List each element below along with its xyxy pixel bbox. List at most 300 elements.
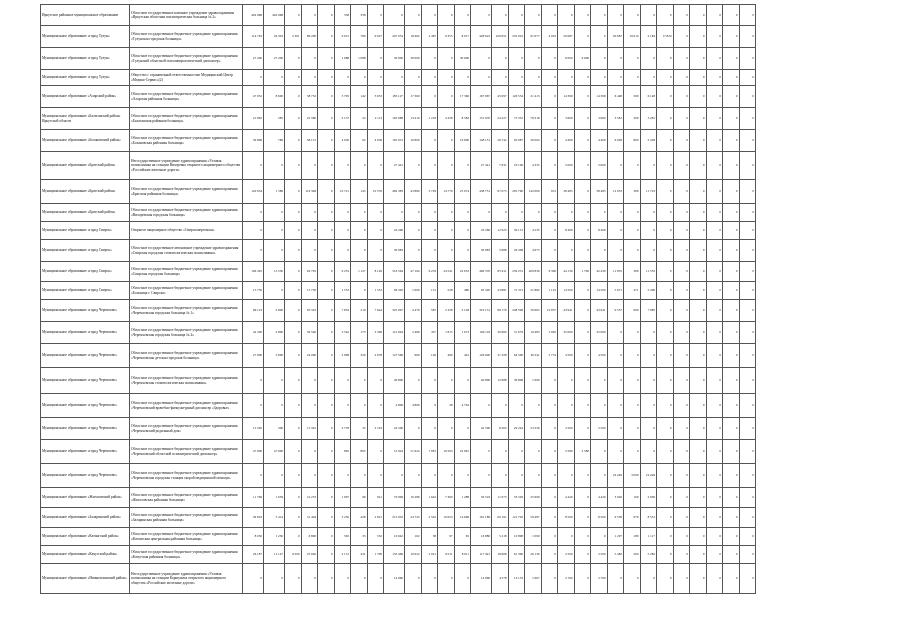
- value-cell: 0: [285, 488, 302, 508]
- value-cell: 0: [574, 204, 591, 222]
- value-cell: 59 487: [525, 508, 542, 528]
- value-cell: 0: [318, 546, 335, 564]
- value-cell: 469 370: [471, 262, 492, 282]
- value-cell: 2 113: [367, 108, 384, 130]
- value-cell: 0: [574, 418, 591, 440]
- value-cell: 93 087: [508, 130, 525, 152]
- value-cell: 0: [657, 262, 674, 282]
- value-cell: 8 551: [640, 508, 657, 528]
- value-cell: 2 890: [264, 322, 285, 344]
- value-cell: 921: [367, 488, 384, 508]
- value-cell: 3 281: [640, 108, 657, 130]
- value-cell: 0: [657, 418, 674, 440]
- value-cell: 0: [574, 152, 591, 180]
- value-cell: 300: [624, 86, 641, 108]
- value-cell: 0: [471, 440, 492, 464]
- value-cell: 30 983: [471, 240, 492, 262]
- value-cell: 0: [673, 300, 690, 322]
- table-row: [41, 488, 756, 508]
- value-cell: 0: [690, 26, 707, 48]
- value-cell: 31 404: [301, 508, 318, 528]
- value-cell: 0: [706, 546, 723, 564]
- value-cell: 8 126: [367, 262, 384, 282]
- value-cell: 0: [285, 180, 302, 204]
- value-cell: 73 352: [508, 108, 525, 130]
- value-cell: 59 665: [525, 300, 542, 322]
- municipality-cell: Муниципальное образование «город Тулун»: [41, 48, 130, 70]
- value-cell: 14 960: [384, 564, 405, 594]
- value-cell: 2 821: [367, 508, 384, 528]
- value-cell: 0: [657, 394, 674, 418]
- value-cell: 0: [640, 368, 657, 394]
- table-row: [41, 48, 756, 70]
- value-cell: 0: [723, 300, 740, 322]
- value-cell: 0: [367, 204, 384, 222]
- value-cell: 0: [492, 440, 509, 464]
- value-cell: 0: [574, 282, 591, 300]
- value-cell: 2 328: [438, 300, 455, 322]
- value-cell: 42 430: [591, 262, 608, 282]
- value-cell: 0: [285, 5, 302, 26]
- value-cell: 0: [471, 5, 492, 26]
- value-cell: 0: [624, 48, 641, 70]
- value-cell: 0: [384, 464, 405, 488]
- value-cell: 109 118: [471, 322, 492, 344]
- municipality-cell: Муниципальное образование «город Тулун»: [41, 26, 130, 48]
- value-cell: 0: [657, 70, 674, 86]
- value-cell: 0: [318, 152, 335, 180]
- value-cell: 26 303: [264, 26, 285, 48]
- value-cell: 0: [723, 368, 740, 394]
- value-cell: 27 441: [384, 152, 405, 180]
- value-cell: 431: [351, 546, 368, 564]
- value-cell: 142 000: [525, 180, 542, 204]
- value-cell: 0: [367, 222, 384, 240]
- value-cell: 0: [334, 464, 351, 488]
- value-cell: 0: [541, 464, 558, 488]
- value-cell: 1 090: [525, 528, 542, 546]
- value-cell: 180: [624, 528, 641, 546]
- value-cell: 0: [723, 152, 740, 180]
- value-cell: 0: [640, 5, 657, 26]
- value-cell: 5 228: [640, 130, 657, 152]
- value-cell: 0: [657, 528, 674, 546]
- value-cell: 800: [624, 130, 641, 152]
- value-cell: 4 762: [454, 394, 471, 418]
- value-cell: 23 881: [492, 282, 509, 300]
- value-cell: 0: [690, 322, 707, 344]
- value-cell: 0: [334, 222, 351, 240]
- value-cell: 24 000: [301, 344, 318, 368]
- value-cell: 0: [384, 5, 405, 26]
- value-cell: 10 922: [405, 546, 422, 564]
- value-cell: 20 687: [558, 26, 575, 48]
- value-cell: 0: [421, 152, 438, 180]
- value-cell: 62: [351, 130, 368, 152]
- value-cell: 12 033: [607, 180, 624, 204]
- value-cell: 0: [739, 464, 756, 488]
- value-cell: 1 673: [454, 322, 471, 344]
- value-cell: 600: [624, 300, 641, 322]
- value-cell: 0: [657, 108, 674, 130]
- value-cell: 1 659: [264, 488, 285, 508]
- value-cell: 6 000: [558, 48, 575, 70]
- value-cell: 0: [673, 394, 690, 418]
- value-cell: 0: [541, 418, 558, 440]
- value-cell: 976: [624, 508, 641, 528]
- table-row: [41, 344, 756, 368]
- value-cell: 0: [673, 204, 690, 222]
- value-cell: 0: [334, 394, 351, 418]
- value-cell: 0: [454, 464, 471, 488]
- value-cell: 0: [421, 240, 438, 262]
- value-cell: 0: [673, 240, 690, 262]
- value-cell: 4 036: [367, 130, 384, 152]
- value-cell: 0: [706, 152, 723, 180]
- value-cell: 0: [525, 440, 542, 464]
- value-cell: 16 800: [405, 130, 422, 152]
- value-cell: 0: [492, 70, 509, 86]
- value-cell: 114 763: [243, 26, 264, 48]
- value-cell: 86 290: [301, 26, 318, 48]
- table-row: [41, 26, 756, 48]
- table-row: [41, 240, 756, 262]
- value-cell: 786: [264, 130, 285, 152]
- value-cell: 0: [690, 130, 707, 152]
- value-cell: 0: [541, 130, 558, 152]
- value-cell: 0: [318, 108, 335, 130]
- municipality-cell: Муниципальное образование «город Черемхово»: [41, 344, 130, 368]
- value-cell: 0: [574, 26, 591, 48]
- value-cell: 0: [264, 394, 285, 418]
- value-cell: 11 769: [243, 488, 264, 508]
- value-cell: 0: [706, 108, 723, 130]
- value-cell: 13 550: [264, 262, 285, 282]
- value-cell: 100: [624, 488, 641, 508]
- value-cell: 0: [690, 464, 707, 488]
- value-cell: 165 088: [384, 108, 405, 130]
- value-cell: 0: [591, 26, 608, 48]
- value-cell: 16 800: [454, 130, 471, 152]
- value-cell: 0: [739, 508, 756, 528]
- value-cell: 0: [739, 222, 756, 240]
- value-cell: 0: [318, 488, 335, 508]
- value-cell: 12 923: [492, 222, 509, 240]
- value-cell: 0: [405, 70, 422, 86]
- value-cell: 0: [285, 108, 302, 130]
- value-cell: 0: [541, 5, 558, 26]
- value-cell: 30 000: [405, 48, 422, 70]
- table-row: [41, 70, 756, 86]
- value-cell: 96: [351, 488, 368, 508]
- value-cell: 0: [624, 240, 641, 262]
- value-cell: 0: [690, 508, 707, 528]
- value-cell: 0: [607, 368, 624, 394]
- value-cell: 0: [673, 70, 690, 86]
- value-cell: 0: [454, 222, 471, 240]
- value-cell: 29 244: [508, 418, 525, 440]
- value-cell: 0: [706, 368, 723, 394]
- value-cell: 0: [264, 70, 285, 86]
- value-cell: 61 390: [508, 546, 525, 564]
- value-cell: 85 611: [492, 262, 509, 282]
- municipality-cell: Муниципальное образование «Бохановский район»: [41, 130, 130, 152]
- municipality-cell: Муниципальное образование «город Черемхово»: [41, 394, 130, 418]
- value-cell: 18 462: [405, 26, 422, 48]
- value-cell: 95 320: [471, 282, 492, 300]
- value-cell: 320: [351, 344, 368, 368]
- value-cell: 0: [367, 5, 384, 26]
- value-cell: 0: [706, 204, 723, 222]
- value-cell: 0: [351, 70, 368, 86]
- value-cell: 0: [723, 86, 740, 108]
- value-cell: 59 519: [471, 488, 492, 508]
- value-cell: 0: [690, 262, 707, 282]
- value-cell: 42 500: [384, 418, 405, 440]
- value-cell: 0: [657, 48, 674, 70]
- value-cell: 0: [454, 240, 471, 262]
- value-cell: 865: [334, 440, 351, 464]
- value-cell: 31 328: [492, 344, 509, 368]
- value-cell: 0: [318, 528, 335, 546]
- value-cell: 6 148: [640, 86, 657, 108]
- value-cell: 24 227: [492, 108, 509, 130]
- value-cell: 587: [421, 300, 438, 322]
- value-cell: 2 743: [367, 418, 384, 440]
- value-cell: 0: [624, 368, 641, 394]
- value-cell: 0: [706, 70, 723, 86]
- value-cell: 97: [438, 528, 455, 546]
- value-cell: 0: [301, 464, 318, 488]
- value-cell: 1 000: [405, 282, 422, 300]
- value-cell: 2 800: [264, 300, 285, 322]
- value-cell: 4 500: [591, 344, 608, 368]
- value-cell: 47 600: [243, 440, 264, 464]
- value-cell: 0: [706, 26, 723, 48]
- value-cell: 9 300: [541, 262, 558, 282]
- value-cell: 97 675: [492, 180, 509, 204]
- table-body: [41, 5, 756, 594]
- value-cell: 91 677: [525, 26, 542, 48]
- value-cell: 23 256: [525, 418, 542, 440]
- municipality-cell: Муниципальное образование «Аларский район»: [41, 86, 130, 108]
- value-cell: 1 125: [541, 282, 558, 300]
- value-cell: 0: [351, 464, 368, 488]
- value-cell: 5 218: [492, 528, 509, 546]
- table-row: [41, 418, 756, 440]
- value-cell: 0: [607, 70, 624, 86]
- value-cell: 0: [624, 394, 641, 418]
- value-cell: 64 500: [508, 344, 525, 368]
- value-cell: 0: [525, 70, 542, 86]
- value-cell: 0: [367, 48, 384, 70]
- value-cell: 117 441: [471, 546, 492, 564]
- value-cell: 0: [591, 440, 608, 464]
- value-cell: 0: [706, 48, 723, 70]
- value-cell: 8 600: [264, 86, 285, 108]
- value-cell: 14 668: [454, 508, 471, 528]
- value-cell: 22 249: [607, 464, 624, 488]
- value-cell: 30 000: [454, 48, 471, 70]
- value-cell: 0: [438, 5, 455, 26]
- value-cell: 2 137: [334, 108, 351, 130]
- value-cell: 35 000: [591, 322, 608, 344]
- value-cell: 0: [690, 528, 707, 546]
- value-cell: 26 308: [508, 240, 525, 262]
- value-cell: 1 230: [264, 528, 285, 546]
- value-cell: 0: [558, 368, 575, 394]
- organization-cell: Областное государственное бюджетное учреждение здравоохранения «Тулунский областной психоневрологический диспансер»: [130, 48, 243, 70]
- value-cell: 0: [285, 322, 302, 344]
- value-cell: 0: [243, 394, 264, 418]
- value-cell: 0: [673, 564, 690, 594]
- value-cell: 1 553: [334, 282, 351, 300]
- value-cell: 300: [624, 262, 641, 282]
- organization-cell: Областное государственное бюджетное учреждение здравоохранения «Черемховский родильный дом»: [130, 418, 243, 440]
- value-cell: 47 194: [405, 262, 422, 282]
- value-cell: 4 400: [558, 130, 575, 152]
- organization-cell: Областное государственное бюджетное учреждение здравоохранения «Черемховский областной психиатрический диспансер»: [130, 440, 243, 464]
- value-cell: 0: [739, 322, 756, 344]
- value-cell: 0: [243, 240, 264, 262]
- organization-cell: Областное государственное бюджетное учреждение здравоохранения «Больница г. Свирска»: [130, 282, 243, 300]
- value-cell: 0: [318, 368, 335, 394]
- value-cell: 51 924: [384, 440, 405, 464]
- municipality-cell: Иркутское районное муниципальное образование: [41, 5, 130, 26]
- table-row: [41, 282, 756, 300]
- table-row: [41, 528, 756, 546]
- value-cell: 0: [624, 5, 641, 26]
- value-cell: 0: [558, 528, 575, 546]
- value-cell: 0: [657, 464, 674, 488]
- value-cell: 0: [351, 204, 368, 222]
- value-cell: 0: [723, 222, 740, 240]
- value-cell: 65: [454, 528, 471, 546]
- value-cell: 0: [640, 344, 657, 368]
- value-cell: 0: [657, 130, 674, 152]
- value-cell: 60 191: [492, 508, 509, 528]
- value-cell: 14 500: [591, 282, 608, 300]
- value-cell: 6 448: [607, 86, 624, 108]
- value-cell: 15 565: [243, 418, 264, 440]
- value-cell: 0: [541, 108, 558, 130]
- value-cell: 11 855: [607, 262, 624, 282]
- value-cell: 0: [591, 528, 608, 546]
- value-cell: 3 660: [591, 108, 608, 130]
- value-cell: 0: [690, 86, 707, 108]
- value-cell: 0: [739, 440, 756, 464]
- value-cell: 0: [454, 5, 471, 26]
- value-cell: 10 653: [438, 508, 455, 528]
- table-row: [41, 180, 756, 204]
- value-cell: 45 097: [492, 86, 509, 108]
- value-cell: 0: [541, 70, 558, 86]
- organization-cell: Областное государственное бюджетное учреждение здравоохранения «Черемховская городская больница № 2»: [130, 322, 243, 344]
- value-cell: 9 355: [438, 26, 455, 48]
- value-cell: 8 017: [454, 26, 471, 48]
- value-cell: 10 253: [301, 488, 318, 508]
- table-row: [41, 322, 756, 344]
- value-cell: 0: [492, 394, 509, 418]
- value-cell: 0: [607, 564, 624, 594]
- value-cell: 0: [405, 5, 422, 26]
- value-cell: 0: [739, 546, 756, 564]
- value-cell: 0: [243, 464, 264, 488]
- value-cell: 173: [351, 322, 368, 344]
- value-cell: 0: [285, 464, 302, 488]
- value-cell: 15 750: [301, 282, 318, 300]
- value-cell: 0: [318, 86, 335, 108]
- organization-cell: Областное государственное бюджетное учреждение здравоохранения «Заларинская районная больница»: [130, 508, 243, 528]
- value-cell: 0: [739, 564, 756, 594]
- value-cell: 200: [264, 418, 285, 440]
- value-cell: 0: [673, 508, 690, 528]
- value-cell: 4 400: [591, 130, 608, 152]
- value-cell: 0: [739, 130, 756, 152]
- value-cell: 0: [471, 394, 492, 418]
- value-cell: 11 147: [264, 546, 285, 564]
- value-cell: 325 097: [384, 300, 405, 322]
- municipality-cell: Муниципальное образование «город Черемхово»: [41, 300, 130, 322]
- value-cell: 89 170: [492, 300, 509, 322]
- value-cell: 0: [438, 86, 455, 108]
- value-cell: 0: [454, 368, 471, 394]
- value-cell: 2 184: [640, 26, 657, 48]
- value-cell: 109 651: [492, 26, 509, 48]
- value-cell: 0: [301, 222, 318, 240]
- value-cell: 165 031: [384, 130, 405, 152]
- table-row: [41, 108, 756, 130]
- value-cell: 0: [706, 262, 723, 282]
- value-cell: 0: [301, 70, 318, 86]
- value-cell: 0: [318, 48, 335, 70]
- value-cell: 232 022: [508, 26, 525, 48]
- value-cell: 0: [607, 48, 624, 70]
- value-cell: 0: [285, 300, 302, 322]
- value-cell: 0: [706, 344, 723, 368]
- value-cell: 2 361: [285, 26, 302, 48]
- value-cell: 93 323: [301, 300, 318, 322]
- value-cell: 1 586: [264, 180, 285, 204]
- value-cell: 78 318: [525, 108, 542, 130]
- value-cell: 0: [640, 440, 657, 464]
- value-cell: 0: [574, 240, 591, 262]
- municipality-cell: Муниципальное образование «город Черемхово»: [41, 368, 130, 394]
- value-cell: 0: [706, 240, 723, 262]
- value-cell: 14 776: [438, 180, 455, 204]
- value-cell: 259 231: [508, 262, 525, 282]
- value-cell: 0: [673, 368, 690, 394]
- value-cell: 0: [318, 564, 335, 594]
- value-cell: 2 131: [334, 546, 351, 564]
- value-cell: 0: [318, 322, 335, 344]
- value-cell: 0: [640, 564, 657, 594]
- value-cell: 17 360: [454, 86, 471, 108]
- value-cell: 4 806: [384, 394, 405, 418]
- value-cell: 38 131: [301, 130, 318, 152]
- value-cell: 0: [640, 418, 657, 440]
- value-cell: 26 187: [243, 546, 264, 564]
- value-cell: 447 054: [384, 26, 405, 48]
- value-cell: 0: [508, 464, 525, 488]
- value-cell: 0: [471, 464, 492, 488]
- value-cell: 13 133: [508, 564, 525, 594]
- value-cell: 0: [624, 418, 641, 440]
- municipality-cell: Муниципальное образование «Балаганский район» Иркутской области: [41, 108, 130, 130]
- value-cell: 1 088: [334, 48, 351, 70]
- value-cell: 0: [607, 240, 624, 262]
- value-cell: 0: [706, 322, 723, 344]
